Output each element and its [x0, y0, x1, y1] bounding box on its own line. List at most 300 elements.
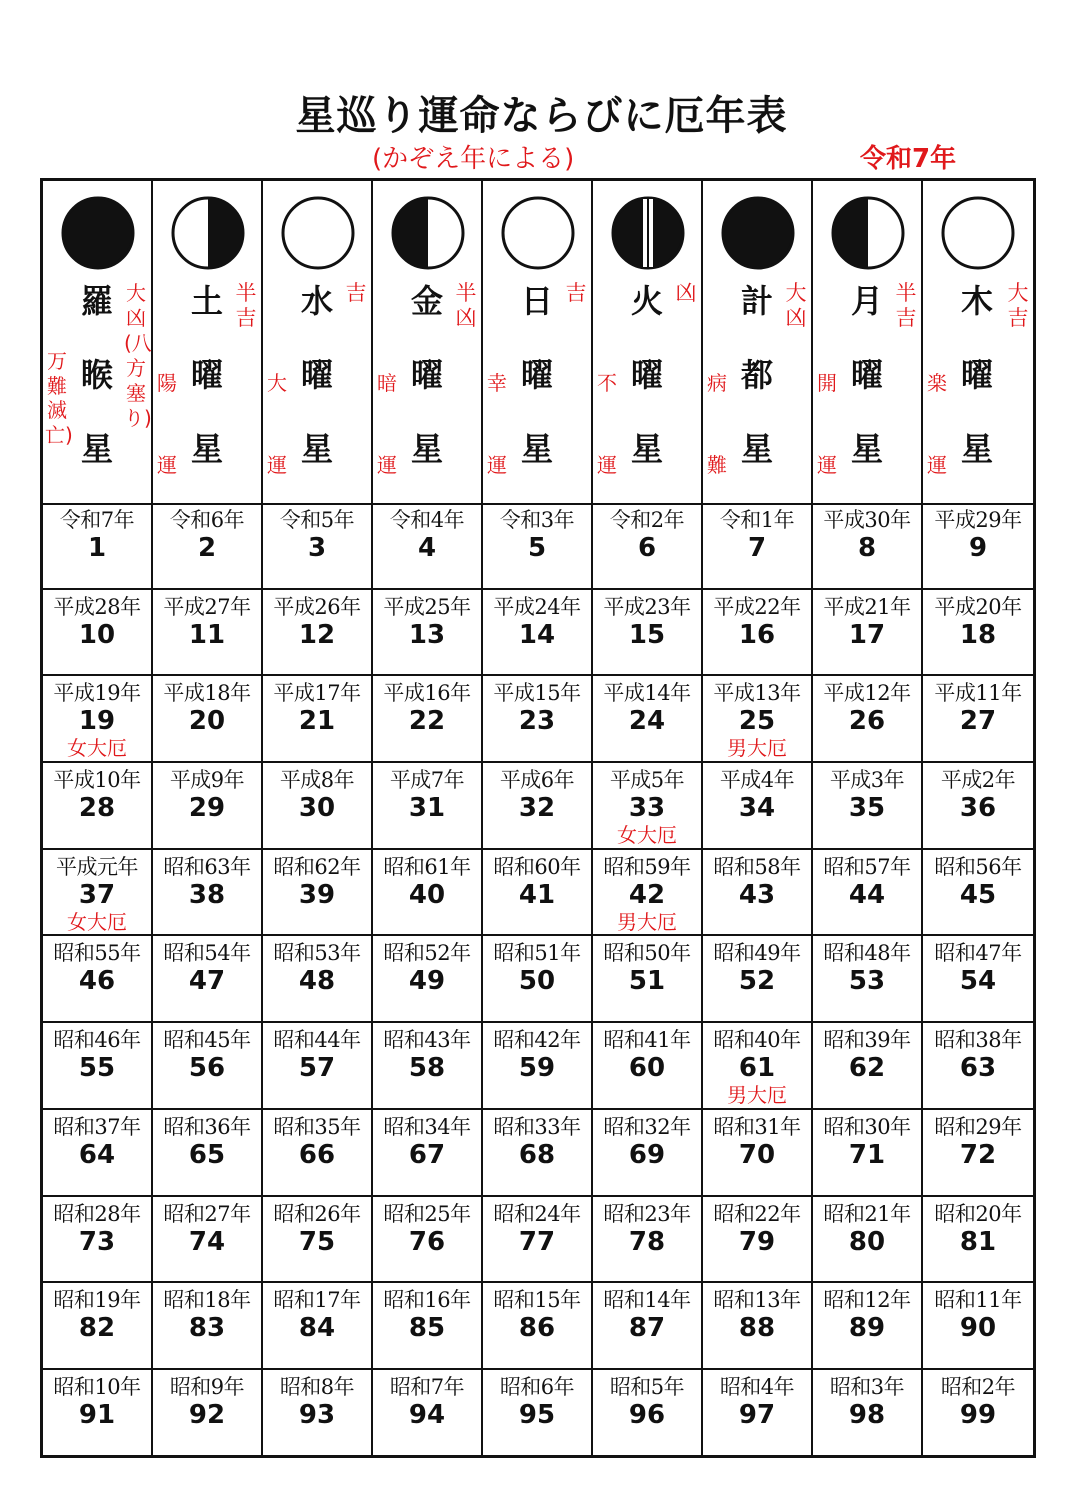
- table-row: [43, 1283, 1033, 1370]
- era-year: 昭和54年: [163, 941, 251, 966]
- yakudoshi-badge: 男大厄: [617, 909, 677, 934]
- luck-label: 開: [817, 371, 837, 395]
- moon-phase-icon: [170, 195, 246, 271]
- table-cell: [483, 936, 593, 1021]
- table-cell: [813, 1110, 923, 1195]
- table-cell: [153, 1197, 263, 1282]
- era-year: 昭和44年: [273, 1028, 361, 1053]
- moon-phase-icon: [60, 195, 136, 271]
- yakudoshi-badge: 男大厄: [727, 1083, 787, 1108]
- fortune-label: 大吉: [1007, 281, 1029, 330]
- star-name-char: 羅: [80, 282, 113, 320]
- table-cell: [593, 1023, 703, 1108]
- kazoe-age: 71: [848, 1139, 886, 1170]
- table-cell: [43, 850, 153, 935]
- star-name-char: 星: [410, 430, 443, 468]
- era-year: 昭和17年: [273, 1288, 361, 1313]
- era-year: 平成13年: [713, 681, 801, 706]
- era-year: 昭和9年: [169, 1374, 245, 1399]
- table-cell: [813, 1370, 923, 1457]
- era-year: 昭和49年: [713, 941, 801, 966]
- table-cell: [923, 1283, 1033, 1368]
- kazoe-age: 23: [518, 706, 556, 737]
- table-row: [43, 936, 1033, 1023]
- era-year: 昭和50年: [603, 941, 691, 966]
- table-cell: [43, 503, 153, 588]
- era-year: 昭和28年: [53, 1201, 141, 1226]
- table-cell: [373, 590, 483, 675]
- kazoe-age: 18: [959, 619, 997, 650]
- table-cell: [373, 676, 483, 761]
- kazoe-age: 10: [78, 619, 116, 650]
- era-year: 平成27年: [163, 594, 251, 619]
- era-year: 昭和15年: [493, 1288, 581, 1313]
- star-name-char: 木: [960, 282, 993, 320]
- kazoe-age: 34: [738, 793, 776, 824]
- era-year: 令和6年: [169, 508, 245, 532]
- era-year: 昭和51年: [493, 941, 581, 966]
- era-year: 昭和42年: [493, 1028, 581, 1053]
- era-year: 昭和5年: [609, 1374, 685, 1399]
- star-column-header: [813, 181, 923, 503]
- era-year: 昭和24年: [493, 1201, 581, 1226]
- table-cell: [373, 936, 483, 1021]
- era-year: 平成29年: [934, 508, 1022, 532]
- kazoe-age: 77: [518, 1226, 556, 1257]
- table-row: [43, 1023, 1033, 1110]
- star-name-char: 星: [630, 430, 663, 468]
- luck-label: 運: [267, 453, 287, 477]
- era-year: 昭和3年: [829, 1374, 905, 1399]
- kazoe-age: 59: [518, 1053, 556, 1084]
- kazoe-age: 26: [848, 706, 886, 737]
- kazoe-age: 32: [518, 793, 556, 824]
- era-year: 平成25年: [383, 594, 471, 619]
- table-cell: [373, 1197, 483, 1282]
- table-cell: [483, 1110, 593, 1195]
- era-year: 昭和48年: [823, 941, 911, 966]
- star-name-char: 曜: [520, 356, 553, 394]
- kazoe-age: 91: [78, 1399, 116, 1430]
- era-year: 昭和16年: [383, 1288, 471, 1313]
- era-year: 昭和39年: [823, 1028, 911, 1053]
- kazoe-age: 76: [408, 1226, 446, 1257]
- table-cell: [263, 1023, 373, 1108]
- moon-phase-icon: [610, 195, 686, 271]
- kazoe-age: 22: [408, 706, 446, 737]
- table-cell: [593, 590, 703, 675]
- kazoe-age: 95: [518, 1399, 556, 1430]
- kazoe-age: 12: [298, 619, 336, 650]
- table-cell: [263, 763, 373, 848]
- table-cell: [813, 1197, 923, 1282]
- table-cell: [373, 503, 483, 588]
- table-cell: [703, 936, 813, 1021]
- kazoe-age: 61: [738, 1053, 776, 1084]
- table-cell: [593, 1370, 703, 1457]
- star-name-char: 曜: [960, 356, 993, 394]
- luck-label: 運: [817, 453, 837, 477]
- era-year: 平成24年: [493, 594, 581, 619]
- table-cell: [483, 1023, 593, 1108]
- kazoe-age: 1: [87, 533, 107, 563]
- star-column-header: [923, 181, 1033, 503]
- luck-label: 不: [597, 371, 617, 395]
- table-cell: [923, 1023, 1033, 1108]
- kazoe-age: 84: [298, 1313, 336, 1344]
- star-name-char: 計: [740, 282, 773, 320]
- era-year: 昭和53年: [273, 941, 361, 966]
- kazoe-age: 5: [527, 533, 547, 563]
- table-cell: [703, 503, 813, 588]
- kazoe-age: 90: [959, 1313, 997, 1344]
- table-cell: [373, 850, 483, 935]
- table-cell: [263, 850, 373, 935]
- era-year: 昭和46年: [53, 1028, 141, 1053]
- era-year: 昭和34年: [383, 1114, 471, 1139]
- kazoe-age: 39: [298, 879, 336, 910]
- kazoe-age: 4: [417, 533, 437, 563]
- star-column-header: [263, 181, 373, 503]
- kazoe-age: 47: [188, 966, 226, 997]
- luck-label: 運: [377, 453, 397, 477]
- era-year: 平成18年: [163, 681, 251, 706]
- luck-label: 暗: [377, 371, 397, 395]
- era-year: 平成7年: [389, 768, 465, 793]
- star-name-char: 水: [300, 282, 333, 320]
- era-year: 平成16年: [383, 681, 471, 706]
- kazoe-age: 29: [188, 793, 226, 824]
- era-year: 昭和18年: [163, 1288, 251, 1313]
- table-cell: [153, 1023, 263, 1108]
- table-row: [43, 1110, 1033, 1197]
- era-year: 平成26年: [273, 594, 361, 619]
- era-year: 平成6年: [499, 768, 575, 793]
- fortune-label: 半凶: [455, 281, 477, 330]
- kazoe-age: 92: [188, 1399, 226, 1430]
- yakudoshi-badge: 女大厄: [617, 823, 677, 848]
- table-cell: [263, 590, 373, 675]
- table-cell: [153, 676, 263, 761]
- table-cell: [813, 590, 923, 675]
- moon-phase-icon: [280, 195, 356, 271]
- kazoe-age: 53: [848, 966, 886, 997]
- star-column-header: [373, 181, 483, 503]
- star-name-char: 曜: [850, 356, 883, 394]
- era-year: 昭和6年: [499, 1374, 575, 1399]
- era-year: 平成2年: [940, 768, 1016, 793]
- era-year: 平成12年: [823, 681, 911, 706]
- star-name-char: 曜: [410, 356, 443, 394]
- table-cell: [43, 1110, 153, 1195]
- table-cell: [263, 1197, 373, 1282]
- table-cell: [373, 763, 483, 848]
- kazoe-age: 31: [408, 793, 446, 824]
- luck-label: 運: [597, 453, 617, 477]
- era-year: 平成19年: [53, 681, 141, 706]
- table-cell: [923, 763, 1033, 848]
- era-year: 昭和36年: [163, 1114, 251, 1139]
- table-cell: [703, 1110, 813, 1195]
- yakudoshi-badge: 女大厄: [67, 909, 127, 934]
- era-year: 昭和4年: [719, 1374, 795, 1399]
- table-cell: [153, 850, 263, 935]
- era-year: 昭和57年: [823, 854, 911, 879]
- moon-phase-icon: [720, 195, 796, 271]
- kazoe-age: 63: [959, 1053, 997, 1084]
- era-year: 昭和35年: [273, 1114, 361, 1139]
- table-row: [43, 503, 1033, 590]
- table-cell: [703, 1370, 813, 1457]
- kazoe-age: 99: [959, 1399, 997, 1430]
- kazoe-age: 49: [408, 966, 446, 997]
- table-cell: [263, 936, 373, 1021]
- kazoe-age: 89: [848, 1313, 886, 1344]
- era-year: 昭和21年: [823, 1201, 911, 1226]
- fortune-label: 凶: [675, 281, 697, 305]
- fortune-label: 半吉: [895, 281, 917, 330]
- kazoe-age: 33: [628, 793, 666, 824]
- kazoe-age: 54: [959, 966, 997, 997]
- era-year: 平成15年: [493, 681, 581, 706]
- table-row: [43, 676, 1033, 763]
- kazoe-age: 65: [188, 1139, 226, 1170]
- era-year: 昭和40年: [713, 1028, 801, 1053]
- table-cell: [483, 676, 593, 761]
- table-cell: [153, 1370, 263, 1457]
- era-year: 昭和13年: [713, 1288, 801, 1313]
- era-year: 令和4年: [389, 508, 465, 532]
- fortune-label: 半吉: [235, 281, 257, 330]
- kazoe-age: 64: [78, 1139, 116, 1170]
- era-year: 昭和37年: [53, 1114, 141, 1139]
- era-year: 平成30年: [823, 508, 911, 532]
- table-cell: [43, 590, 153, 675]
- yakudoshi-badge: 女大厄: [67, 736, 127, 761]
- table-cell: [923, 850, 1033, 935]
- kazoe-age: 62: [848, 1053, 886, 1084]
- era-year: 令和7年: [59, 508, 135, 532]
- era-year: 昭和31年: [713, 1114, 801, 1139]
- kazoe-age: 43: [738, 879, 776, 910]
- table-cell: [43, 676, 153, 761]
- era-year: 平成10年: [53, 768, 141, 793]
- era-year: 令和2年: [609, 508, 685, 532]
- kazoe-age: 19: [78, 706, 116, 737]
- era-year: 平成11年: [934, 681, 1022, 706]
- kazoe-age: 73: [78, 1226, 116, 1257]
- kazoe-age: 8: [857, 533, 877, 563]
- star-name-char: 曜: [300, 356, 333, 394]
- table-cell: [593, 1283, 703, 1368]
- table-cell: [593, 850, 703, 935]
- kazoe-age: 42: [628, 879, 666, 910]
- kazoe-age: 16: [738, 619, 776, 650]
- kazoe-age: 58: [408, 1053, 446, 1084]
- table-cell: [153, 1110, 263, 1195]
- table-cell: [483, 590, 593, 675]
- star-name-char: 星: [80, 430, 113, 468]
- table-cell: [923, 590, 1033, 675]
- star-name-char: 星: [740, 430, 773, 468]
- kazoe-age: 68: [518, 1139, 556, 1170]
- star-column-header: [153, 181, 263, 503]
- era-year: 昭和11年: [934, 1288, 1022, 1313]
- table-cell: [923, 936, 1033, 1021]
- star-name-char: 日: [520, 282, 553, 320]
- kazoe-age: 52: [738, 966, 776, 997]
- era-year: 昭和56年: [934, 854, 1022, 879]
- kazoe-age: 46: [78, 966, 116, 997]
- era-year: 昭和7年: [389, 1374, 465, 1399]
- table-row: [43, 1197, 1033, 1284]
- table-cell: [923, 1110, 1033, 1195]
- kazoe-age: 20: [188, 706, 226, 737]
- star-name-char: 星: [300, 430, 333, 468]
- kazoe-age: 83: [188, 1313, 226, 1344]
- table-cell: [483, 850, 593, 935]
- era-year: 平成17年: [273, 681, 361, 706]
- moon-phase-icon: [500, 195, 576, 271]
- kazoe-age: 40: [408, 879, 446, 910]
- table-cell: [43, 1023, 153, 1108]
- era-year: 平成21年: [823, 594, 911, 619]
- era-year: 昭和26年: [273, 1201, 361, 1226]
- kazoe-age: 87: [628, 1313, 666, 1344]
- current-year-label: 令和7年: [860, 144, 957, 174]
- kazoe-age: 51: [628, 966, 666, 997]
- table-cell: [813, 936, 923, 1021]
- kazoe-age: 15: [628, 619, 666, 650]
- era-year: 平成22年: [713, 594, 801, 619]
- star-name-char: 曜: [630, 356, 663, 394]
- star-name-char: 星: [850, 430, 883, 468]
- star-name-char: 曜: [190, 356, 223, 394]
- kazoe-age: 17: [848, 619, 886, 650]
- era-year: 令和1年: [719, 508, 795, 532]
- era-year: 平成28年: [53, 594, 141, 619]
- table-cell: [923, 676, 1033, 761]
- era-year: 平成5年: [609, 768, 685, 793]
- table-cell: [153, 1283, 263, 1368]
- table-cell: [923, 1197, 1033, 1282]
- kazoe-age: 45: [959, 879, 997, 910]
- table-cell: [373, 1023, 483, 1108]
- table-cell: [483, 1197, 593, 1282]
- table-cell: [43, 1283, 153, 1368]
- star-name-char: 睺: [80, 356, 113, 394]
- kazoe-age: 48: [298, 966, 336, 997]
- era-year: 昭和27年: [163, 1201, 251, 1226]
- kazoe-age: 50: [518, 966, 556, 997]
- kazoe-age: 28: [78, 793, 116, 824]
- kazoe-age: 67: [408, 1139, 446, 1170]
- table-cell: [593, 1110, 703, 1195]
- table-cell: [923, 1370, 1033, 1457]
- table-cell: [703, 676, 813, 761]
- kazoe-age: 56: [188, 1053, 226, 1084]
- kazoe-age: 96: [628, 1399, 666, 1430]
- era-year: 平成4年: [719, 768, 795, 793]
- table-cell: [813, 503, 923, 588]
- table-cell: [263, 1370, 373, 1457]
- kazoe-age: 75: [298, 1226, 336, 1257]
- era-year: 平成元年: [56, 854, 138, 879]
- table-cell: [813, 1283, 923, 1368]
- era-year: 令和5年: [279, 508, 355, 532]
- table-cell: [43, 1197, 153, 1282]
- kazoe-age: 30: [298, 793, 336, 824]
- page-subtitle: (かぞえ年による): [372, 144, 575, 174]
- era-year: 平成20年: [934, 594, 1022, 619]
- luck-label: 幸: [487, 371, 507, 395]
- kazoe-age: 37: [78, 879, 116, 910]
- era-year: 昭和59年: [603, 854, 691, 879]
- table-cell: [813, 850, 923, 935]
- table-cell: [923, 503, 1033, 588]
- fortune-label: 吉: [565, 281, 587, 305]
- star-name-char: 星: [520, 430, 553, 468]
- era-year: 昭和2年: [940, 1374, 1016, 1399]
- table-cell: [593, 1197, 703, 1282]
- table-cell: [153, 590, 263, 675]
- table-cell: [813, 763, 923, 848]
- table-cell: [153, 763, 263, 848]
- era-year: 昭和55年: [53, 941, 141, 966]
- era-year: 昭和14年: [603, 1288, 691, 1313]
- kazoe-age: 13: [408, 619, 446, 650]
- kazoe-age: 21: [298, 706, 336, 737]
- fortune-label: 大凶(八方塞り): [124, 281, 152, 430]
- luck-label: 運: [157, 453, 177, 477]
- star-name-char: 月: [850, 282, 883, 320]
- table-cell: [263, 1283, 373, 1368]
- kazoe-age: 88: [738, 1313, 776, 1344]
- luck-label: 運: [487, 453, 507, 477]
- era-year: 昭和29年: [934, 1114, 1022, 1139]
- era-year: 昭和58年: [713, 854, 801, 879]
- table-cell: [483, 503, 593, 588]
- era-year: 昭和43年: [383, 1028, 471, 1053]
- age-grid: [43, 503, 1033, 1457]
- table-cell: [703, 850, 813, 935]
- table-cell: [703, 590, 813, 675]
- fortune-label: 大凶: [785, 281, 807, 330]
- era-year: 昭和60年: [493, 854, 581, 879]
- kazoe-age: 41: [518, 879, 556, 910]
- era-year: 平成14年: [603, 681, 691, 706]
- table-cell: [483, 763, 593, 848]
- table-cell: [593, 676, 703, 761]
- era-year: 平成3年: [829, 768, 905, 793]
- table-cell: [703, 1197, 813, 1282]
- kazoe-age: 72: [959, 1139, 997, 1170]
- era-year: 昭和47年: [934, 941, 1022, 966]
- fortune-label: 吉: [345, 281, 367, 305]
- luck-label: 大: [267, 371, 287, 395]
- table-cell: [373, 1110, 483, 1195]
- kazoe-age: 2: [197, 533, 217, 563]
- star-column-header: [483, 181, 593, 503]
- kazoe-age: 86: [518, 1313, 556, 1344]
- table-cell: [263, 1110, 373, 1195]
- era-year: 昭和25年: [383, 1201, 471, 1226]
- star-header-row: [43, 181, 1033, 505]
- kazoe-age: 66: [298, 1139, 336, 1170]
- star-name-char: 星: [190, 430, 223, 468]
- kazoe-age: 82: [78, 1313, 116, 1344]
- kazoe-age: 79: [738, 1226, 776, 1257]
